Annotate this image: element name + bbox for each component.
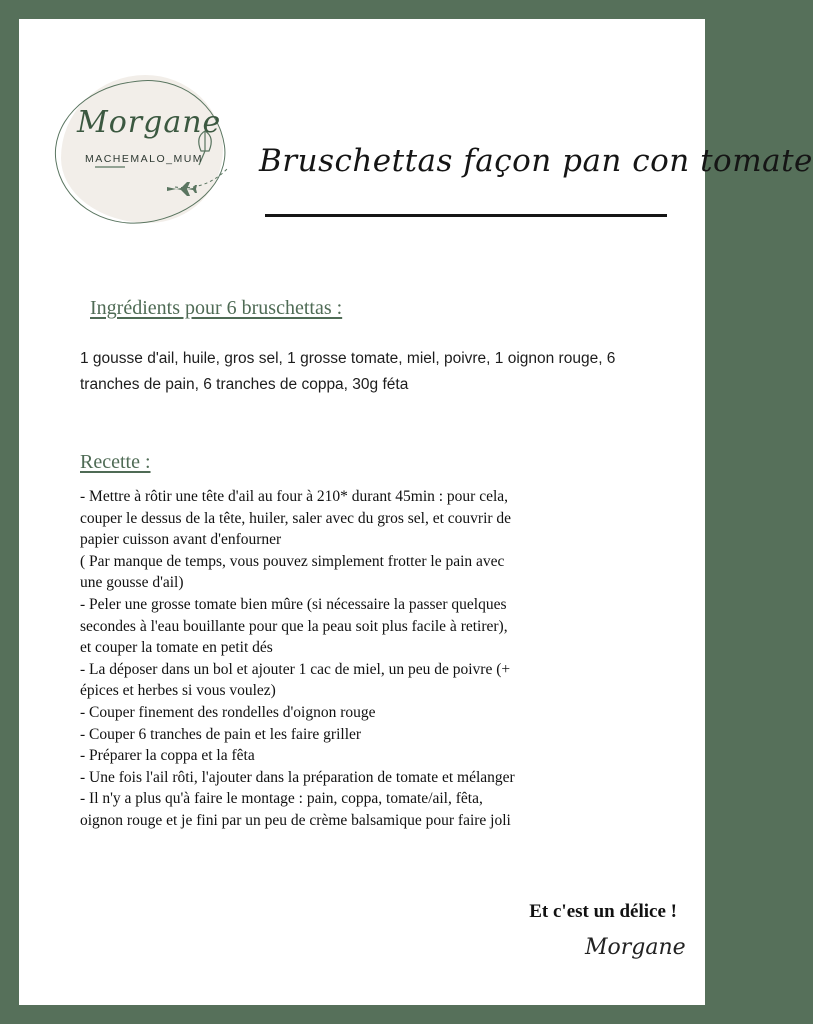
ingredients-heading: Ingrédients pour 6 bruschettas : xyxy=(90,297,343,319)
logo-handle: MACHEMALO_MUM xyxy=(84,153,204,165)
flight-trail-line xyxy=(175,169,227,188)
recipe-step: - Mettre à rôtir une tête d'ail au four à 210* durant 45min : pour cela, couper le dessus de la tête, huiler, saler avec du gros sel, et couvrir de papier cuisson avant d'enfourner ( Par manque de temps, vous pouvez simplement frotter le pain avec une gousse d'ail) xyxy=(80,488,512,592)
ingredients-list: 1 gousse d'ail, huile, gros sel, 1 grosse tomate, miel, poivre, 1 oignon rouge, 6 tranches de pain, 6 tranches de coppa, 30g féta xyxy=(80,350,616,393)
recipe-step: - Il n'y a plus qu'à faire le montage : pain, coppa, tomate/ail, fêta, oignon rouge et je fini par un peu de crème balsamique pour faire joli xyxy=(80,790,511,829)
recipe-step: - Peler une grosse tomate bien mûre (si nécessaire la passer quelques secondes à l'eau bouillante pour que la peau soit plus facile à retirer), et couper la tomate en petit dés xyxy=(80,595,508,657)
logo-decoration xyxy=(55,59,245,239)
closing-line: Et c'est un délice ! xyxy=(529,901,677,922)
recipe-step: - Couper finement des rondelles d'oignon rouge xyxy=(80,703,376,721)
signature-text: Morgane xyxy=(585,935,686,960)
recipe-card xyxy=(19,19,813,1005)
recipe-steps xyxy=(80,486,660,832)
recipe-step: - Une fois l'ail rôti, l'ajouter dans la préparation de tomate et mélanger xyxy=(80,768,515,786)
logo-name: Morgane xyxy=(77,105,222,140)
airplane-icon xyxy=(167,182,197,196)
title-underline xyxy=(265,214,667,217)
brand-logo xyxy=(55,59,245,239)
signature xyxy=(585,931,686,981)
recipe-step: - Préparer la coppa et la fêta xyxy=(80,747,255,765)
recipe-step: - La déposer dans un bol et ajouter 1 cac de miel, un peu de poivre (+ épices et herbes si vous voulez) xyxy=(80,660,511,700)
recipe-heading: Recette : xyxy=(80,451,151,473)
recipe-step: - Couper 6 tranches de pain et les faire griller xyxy=(80,725,362,743)
recipe-title: Bruschettas façon pan con tomate xyxy=(259,143,813,179)
